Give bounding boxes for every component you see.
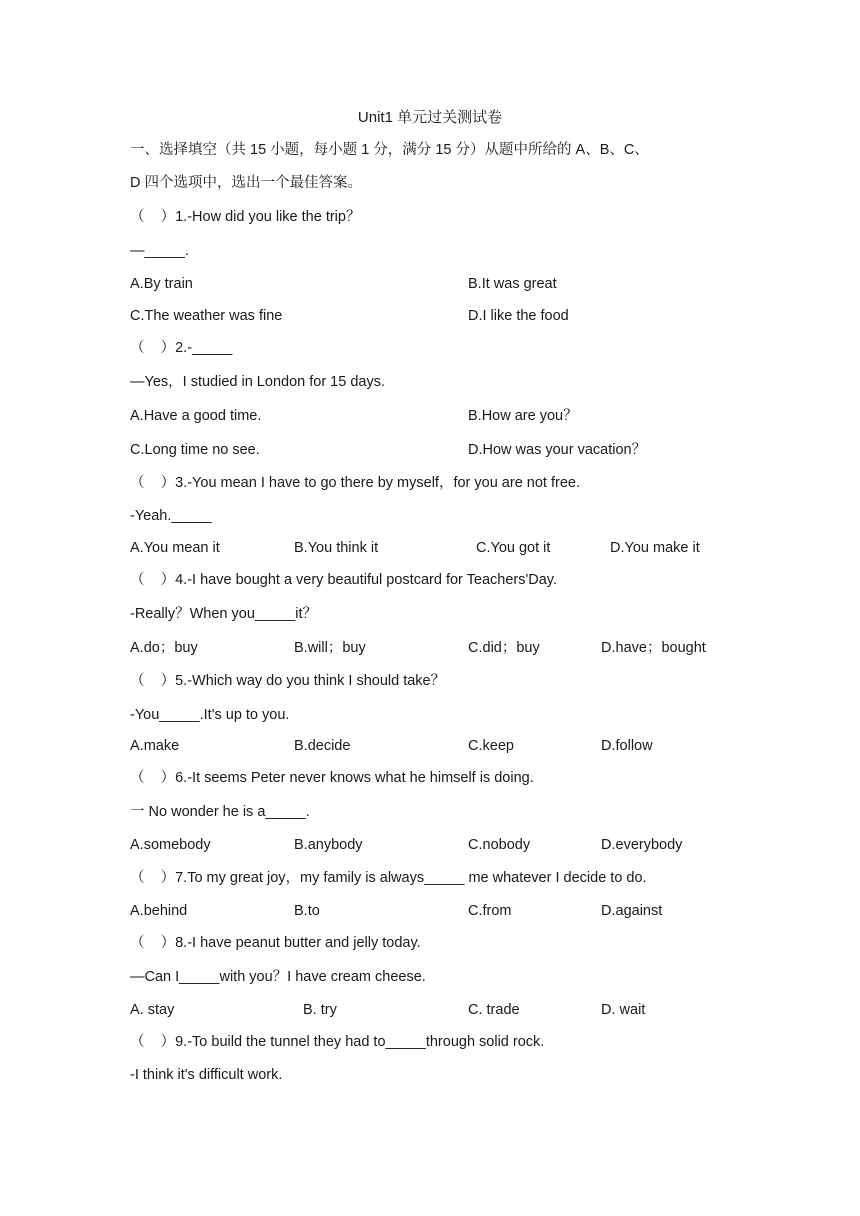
question-6-stem: （ ）6.-It seems Peter never knows what he himself is doing. — [130, 770, 534, 786]
question-5-option-a: A.make — [130, 738, 180, 754]
question-4-stem: （ ）4.-I have bought a very beautiful postcard for Teachers'Day. — [130, 572, 557, 588]
question-1-stem: （ ）1.-How did you like the trip？ — [130, 209, 361, 225]
question-8-option-b: B. try — [303, 1002, 337, 1018]
question-8-option-a: A. stay — [130, 1002, 175, 1018]
question-3-option-d: D.You make it — [610, 540, 700, 556]
question-5-stem: （ ）5.-Which way do you think I should take？ — [130, 673, 446, 689]
question-6-option-c: C.nobody — [468, 837, 531, 853]
question-3-reply: -Yeah._____ — [130, 508, 212, 524]
question-1-option-c: C.The weather was fine — [130, 308, 283, 324]
question-2-reply: —Yes，I studied in London for 15 days. — [130, 374, 385, 390]
page-title: Unit1 单元过关测试卷 — [357, 109, 503, 126]
instructions-line-2: D 四个选项中，选出一个最佳答案。 — [130, 175, 362, 191]
question-5-reply: -You_____.It's up to you. — [130, 707, 290, 723]
question-3-option-a: A.You mean it — [130, 540, 220, 556]
question-7-option-d: D.against — [601, 903, 663, 919]
question-8-reply: —Can I_____with you？I have cream cheese. — [130, 969, 426, 985]
question-5-option-c: C.keep — [468, 738, 514, 754]
question-3-option-c: C.You got it — [476, 540, 551, 556]
question-7-option-a: A.behind — [130, 903, 188, 919]
question-7-stem: （ ）7.To my great joy，my family is always_____ me whatever I decide to do. — [130, 870, 647, 886]
question-1-reply: —_____. — [130, 243, 189, 259]
question-2-option-c: C.Long time no see. — [130, 442, 260, 458]
question-6-option-b: B.anybody — [294, 837, 363, 853]
question-8-stem: （ ）8.-I have peanut butter and jelly today. — [130, 935, 421, 951]
question-8-option-c: C. trade — [468, 1002, 520, 1018]
question-7-option-c: C.from — [468, 903, 512, 919]
question-3-stem: （ ）3.-You mean I have to go there by myself，for you are not free. — [130, 475, 580, 491]
question-4-option-c: C.did；buy — [468, 640, 540, 656]
question-5-option-d: D.follow — [601, 738, 653, 754]
question-9-reply: -I think it's difficult work. — [130, 1067, 283, 1083]
question-5-option-b: B.decide — [294, 738, 351, 754]
question-2-option-b: B.How are you？ — [468, 408, 578, 424]
question-4-option-a: A.do；buy — [130, 640, 198, 656]
question-4-option-b: B.will；buy — [294, 640, 366, 656]
question-1-option-a: A.By train — [130, 276, 193, 292]
question-6-option-d: D.everybody — [601, 837, 683, 853]
instructions-line-1: 一、选择填空（共 15 小题，每小题 1 分，满分 15 分）从题中所给的 A、B、C、 — [130, 142, 649, 158]
question-3-option-b: B.You think it — [294, 540, 379, 556]
question-6-option-a: A.somebody — [130, 837, 211, 853]
question-7-option-b: B.to — [294, 903, 320, 919]
question-8-option-d: D. wait — [601, 1002, 646, 1018]
question-4-reply: -Really？When you_____it？ — [130, 606, 317, 622]
question-6-reply: 一 No wonder he is a_____. — [130, 804, 310, 820]
question-2-option-d: D.How was your vacation？ — [468, 442, 647, 458]
question-2-stem: （ ）2.-_____ — [130, 340, 233, 356]
question-2-option-a: A.Have a good time. — [130, 408, 262, 424]
question-1-option-d: D.I like the food — [468, 308, 569, 324]
question-9-stem: （ ）9.-To build the tunnel they had to_____through solid rock. — [130, 1034, 545, 1050]
question-1-option-b: B.It was great — [468, 276, 557, 292]
question-4-option-d: D.have；bought — [601, 640, 706, 656]
